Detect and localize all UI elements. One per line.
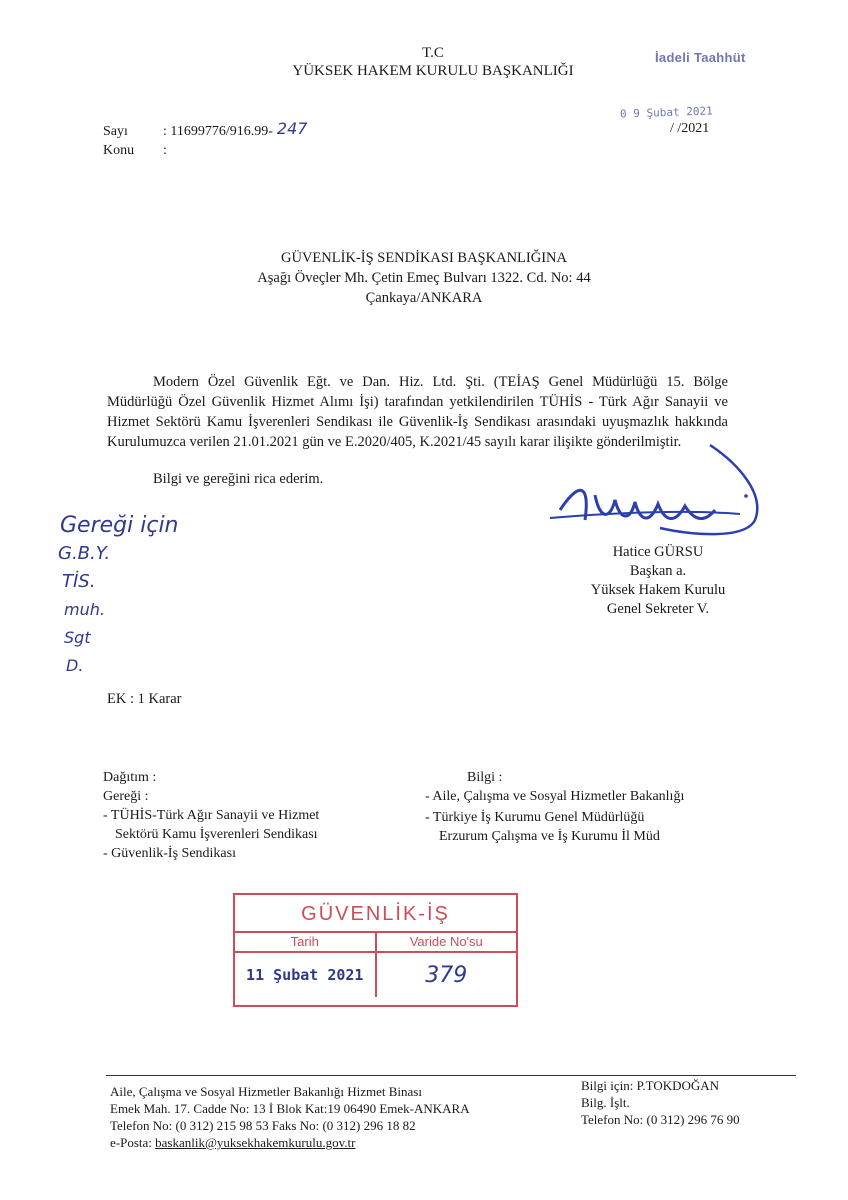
signer-block xyxy=(558,543,758,619)
info-item: - Aile, Çalışma ve Sosyal Hizmetler Bakanlığı xyxy=(425,789,685,804)
header-line-institution: YÜKSEK HAKEM KURULU BAŞKANLIĞI xyxy=(292,63,574,79)
info-distribution-block xyxy=(425,770,685,846)
annex-line: EK : 1 Karar xyxy=(107,691,182,707)
distribution-label: Dağıtım : xyxy=(103,770,157,785)
action-item: - Güvenlik-İş Sendikası xyxy=(103,846,236,861)
closing-line: Bilgi ve gereğini rica ederim. xyxy=(153,471,324,487)
action-label: Gereği : xyxy=(103,789,149,804)
action-item: Sektörü Kamu İşverenleri Sendikası xyxy=(115,827,318,842)
recipient-name: GÜVENLİK-İŞ SENDİKASI BAŞKANLIĞINA xyxy=(281,250,567,266)
subject-value: : xyxy=(163,143,167,158)
handnote-line: D. xyxy=(66,656,84,675)
stamp-org: GÜVENLİK-İŞ xyxy=(235,903,516,933)
number-value: : 11699776/916.99- xyxy=(163,124,273,139)
stamp-headers xyxy=(235,933,516,953)
header-line-tc: T.C xyxy=(422,45,444,61)
footer-email-link[interactable]: baskanlik@yuksekhakemkurulu.gov.tr xyxy=(155,1135,356,1150)
handwritten-note xyxy=(40,512,179,680)
number-row xyxy=(103,119,308,141)
handnote-line: Gereği için xyxy=(60,513,179,538)
footer-info-person: Bilgi için: P.TOKDOĞAN xyxy=(581,1078,720,1093)
handnote-line: Sgt xyxy=(64,628,91,647)
number-label: Sayı xyxy=(103,124,128,139)
signer-title-3: Genel Sekreter V. xyxy=(606,601,710,617)
signer-title-1: Başkan a. xyxy=(629,563,687,579)
document-meta xyxy=(103,119,308,160)
stamp-number-label: Varide No'su xyxy=(409,934,483,949)
footer-email-label: e-Posta: xyxy=(110,1135,152,1150)
info-item: - Türkiye İş Kurumu Genel Müdürlüğü xyxy=(425,810,645,825)
distribution-block xyxy=(103,768,319,863)
footer-contact xyxy=(110,1083,470,1151)
footer-email-row xyxy=(110,1134,470,1151)
footer-info-contact xyxy=(581,1077,740,1128)
signer-title-2: Yüksek Hakem Kurulu xyxy=(590,582,726,598)
stamp-date-label: Tarih xyxy=(235,933,377,951)
info-item: Erzurum Çalışma ve İş Kurumu İl Müd xyxy=(439,829,660,844)
stamp-date-value: 11 Şubat 2021 xyxy=(246,966,364,984)
subject-row xyxy=(103,141,307,160)
document-date: / /2021 xyxy=(670,121,710,136)
registration-stamp xyxy=(233,893,518,1007)
recipient-block xyxy=(0,248,848,308)
recipient-address: Aşağı Öveçler Mh. Çetin Emeç Bulvarı 1322. Cd. No: 44 xyxy=(257,270,591,286)
action-item: - TÜHİS-Türk Ağır Sanayii ve Hizmet xyxy=(103,808,320,823)
footer-phone-fax: Telefon No: (0 312) 215 98 53 Faks No: (0 312) 296 18 82 xyxy=(110,1118,416,1133)
handnote-line: G.B.Y. xyxy=(58,543,111,564)
signature-scribble xyxy=(540,440,780,550)
footer-address: Emek Mah. 17. Cadde No: 13 İ Blok Kat:19 06490 Emek-ANKARA xyxy=(110,1101,470,1116)
stamp-values xyxy=(235,953,516,997)
number-handwritten: 247 xyxy=(276,119,308,138)
registered-mail-stamp: İadeli Taahhüt xyxy=(655,50,746,65)
info-label: Bilgi : xyxy=(467,770,503,785)
stamp-number-value: 379 xyxy=(425,962,468,988)
footer-divider xyxy=(106,1075,796,1076)
recipient-city: Çankaya/ANKARA xyxy=(365,290,483,306)
handnote-line: TİS. xyxy=(62,571,96,592)
body-paragraph: Modern Özel Güvenlik Eğt. ve Dan. Hiz. Ltd. Şti. (TEİAŞ Genel Müdürlüğü 15. Bölge Müdürlüğü Özel Güvenlik Hizmet Alımı İşi) tarafından yetkilendirilen TÜHİS - Türk Ağır Sanayii ve Hizmet Sektörü Kamu İşverenleri Sendikası ile Güvenlik-İş Sendikası arasındaki uyuşmazlık hakkında Kurulumuzca verilen 21.01.2021 gün ve E.2020/405, K.2021/45 sayılı karar ilişikte gönderilmiştir. xyxy=(107,374,728,450)
subject-label: Konu xyxy=(103,143,135,158)
received-date-stamp: 0 9 Şubat 2021 xyxy=(619,104,713,121)
footer-building: Aile, Çalışma ve Sosyal Hizmetler Bakanlığı Hizmet Binası xyxy=(110,1084,422,1099)
footer-info-role: Bilg. İşlt. xyxy=(581,1095,630,1110)
footer-info-phone: Telefon No: (0 312) 296 76 90 xyxy=(581,1112,740,1127)
signer-name: Hatice GÜRSU xyxy=(612,544,704,560)
handnote-line: muh. xyxy=(64,600,105,619)
